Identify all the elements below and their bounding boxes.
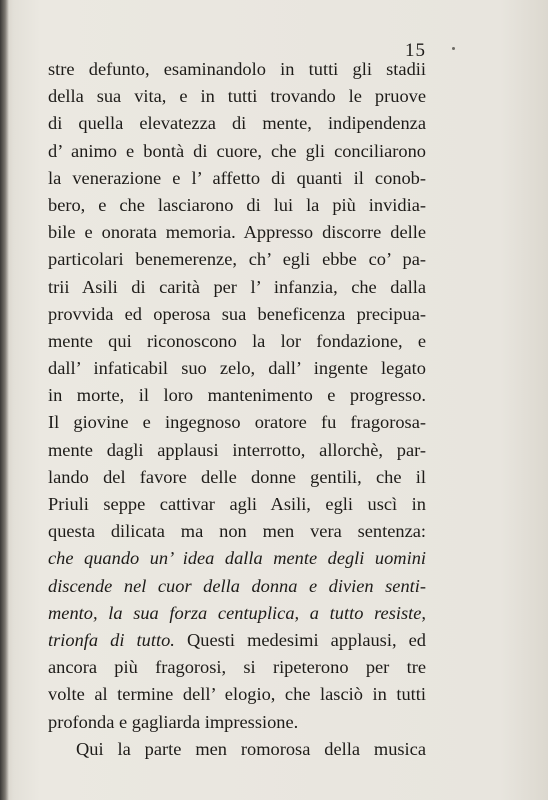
text-line — [48, 110, 426, 137]
line-text: ancora più fragorosi, si ripeterono per tre — [48, 657, 426, 678]
text-line — [48, 464, 426, 491]
text-line — [48, 328, 426, 355]
line-text: bero, e che lasciarono di lui la più invidia- — [48, 194, 426, 215]
text-line — [48, 491, 426, 518]
body-text — [48, 56, 426, 763]
line-text: di quella elevatezza di mente, indipendenza — [48, 113, 426, 134]
text-line — [48, 545, 426, 572]
line-text: Questi medesimi applausi, ed — [174, 629, 426, 650]
text-line — [48, 681, 426, 708]
line-text: in morte, il loro mantenimento e progresso. — [48, 385, 426, 406]
text-line — [48, 165, 426, 192]
text-line — [48, 518, 426, 545]
line-text: profonda e gagliarda impressione. — [48, 711, 299, 732]
line-text: la venerazione e l’ affetto di quanti il conob- — [48, 167, 426, 188]
text-line — [48, 627, 426, 654]
line-text: della sua vita, e in tutti trovando le pruove — [48, 86, 426, 107]
line-text: questa dilicata ma non men vera sentenza: — [48, 521, 426, 542]
text-line — [48, 437, 426, 464]
italic-quote-text: trionfa di tutto. — [48, 629, 175, 650]
text-line — [48, 138, 426, 165]
line-text: stre defunto, esaminandolo in tutti gli stadii — [48, 59, 426, 79]
italic-quote-text: discende nel cuor della donna e divien senti- — [48, 575, 426, 596]
text-line — [48, 83, 426, 110]
text-line — [48, 355, 426, 382]
text-line — [48, 301, 426, 328]
line-text: particolari benemerenze, ch’ egli ebbe co’ pa- — [48, 249, 426, 270]
line-text: mente dagli applausi interrotto, allorchè, par- — [48, 439, 426, 460]
line-text: provvida ed operosa sua beneficenza precipua- — [48, 303, 426, 324]
line-text: d’ animo e bontà di cuore, che gli conciliarono — [48, 140, 426, 161]
text-line — [48, 654, 426, 681]
line-text: bile e onorata memoria. Appresso discorre delle — [48, 222, 426, 243]
text-line — [48, 192, 426, 219]
text-line — [48, 219, 426, 246]
text-line — [48, 246, 426, 273]
line-text: trii Asili di carità per l’ infanzia, che dalla — [48, 276, 426, 297]
text-line — [48, 409, 426, 436]
page-number: 15 — [405, 40, 426, 61]
text-line — [48, 709, 426, 736]
paper-speck — [452, 47, 455, 50]
text-line — [48, 600, 426, 627]
line-text: Il giovine e ingegnoso oratore fu fragorosa- — [48, 412, 426, 433]
text-line — [48, 382, 426, 409]
line-text: mente qui riconoscono la lor fondazione, e — [48, 330, 426, 351]
line-text: lando del favore delle donne gentili, che il — [48, 466, 426, 487]
text-line — [48, 573, 426, 600]
line-text: Qui la parte men romorosa della musica — [76, 738, 426, 759]
text-line — [48, 736, 426, 763]
line-text: dall’ infaticabil suo zelo, dall’ ingente legato — [48, 358, 426, 379]
text-line — [48, 56, 426, 83]
line-text: volte al termine dell’ elogio, che lasciò in tutti — [48, 684, 426, 705]
line-text: Priuli seppe cattivar agli Asili, egli uscì in — [48, 494, 426, 514]
italic-quote-text: che quando un’ idea dalla mente degli uomini — [48, 548, 426, 569]
italic-quote-text: mento, la sua forza centuplica, a tutto resiste, — [48, 602, 426, 623]
text-line — [48, 274, 426, 301]
page-binding-shadow — [0, 0, 9, 800]
